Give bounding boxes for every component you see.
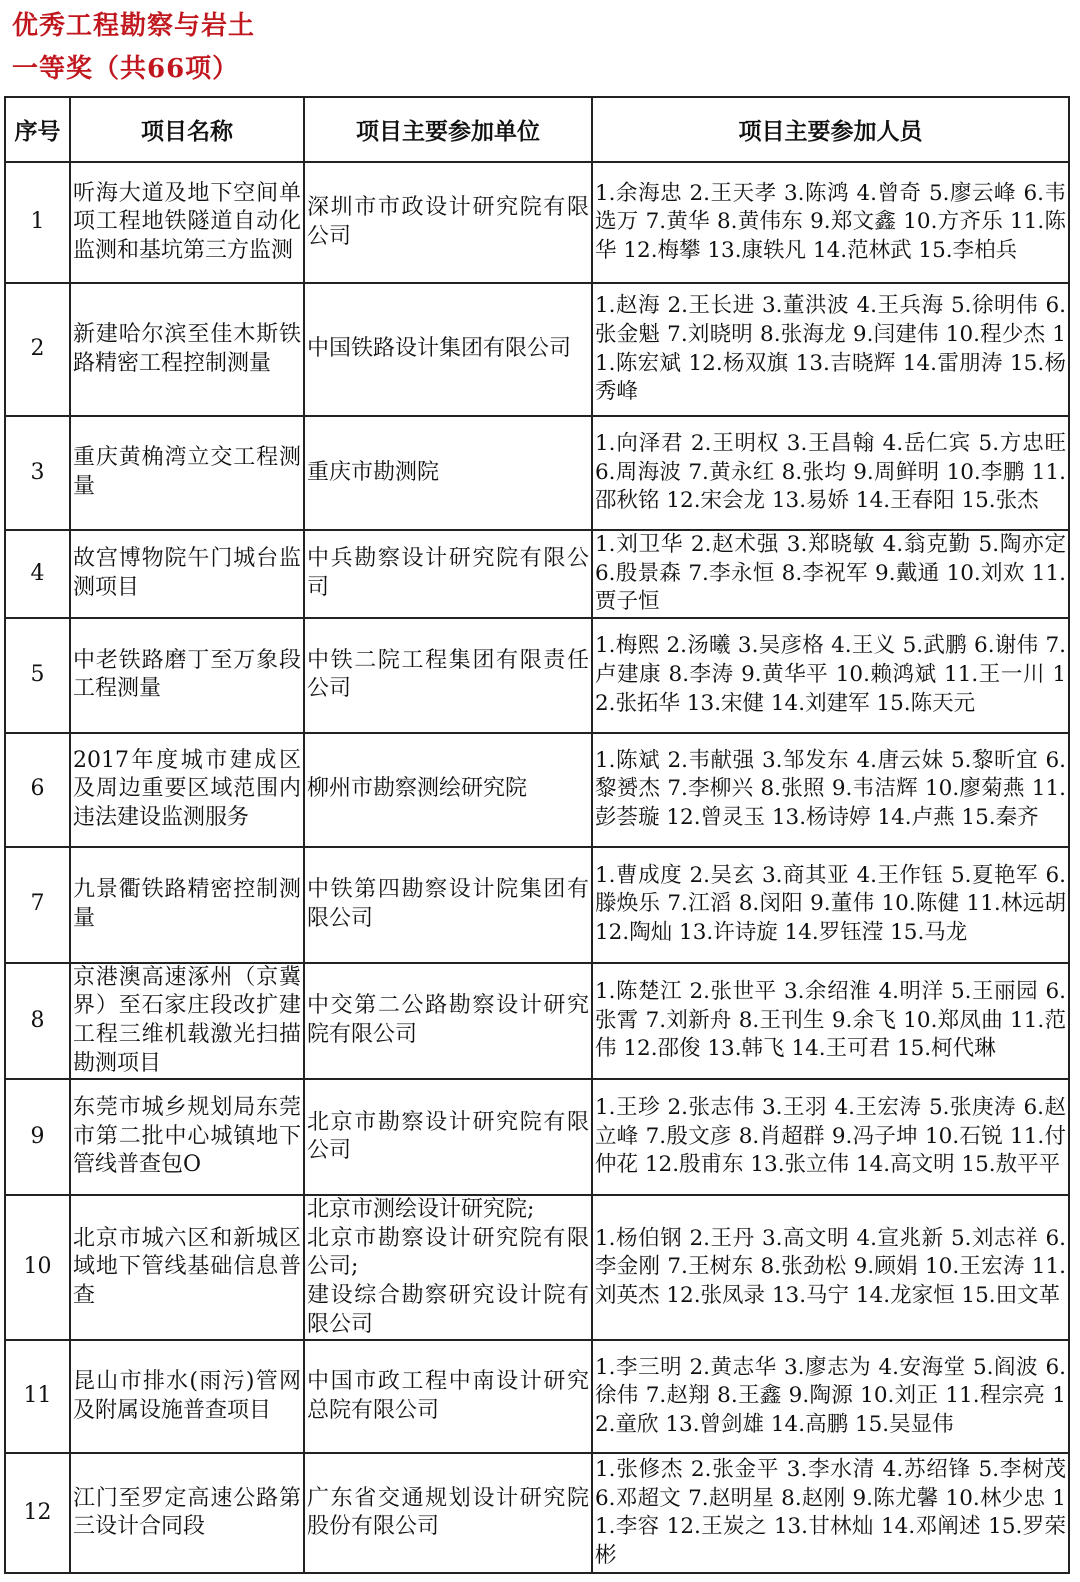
project-name: 中老铁路磨丁至万象段工程测量 bbox=[70, 618, 304, 733]
row-number: 6 bbox=[5, 733, 70, 847]
row-number: 1 bbox=[5, 162, 70, 283]
row-number: 2 bbox=[5, 283, 70, 416]
col-header-number: 序号 bbox=[5, 97, 70, 162]
participating-people: 1.赵海 2.王长进 3.董洪波 4.王兵海 5.徐明伟 6.张金魁 7.刘晓明 8.张海龙 9.闫建伟 10.程少杰 11.陈宏斌 12.杨双旗 13.吉晓辉 14.雷朋涛 15.杨秀峰 bbox=[592, 283, 1069, 416]
row-number: 8 bbox=[5, 963, 70, 1079]
project-name: 听海大道及地下空间单项工程地铁隧道自动化监测和基坑第三方监测 bbox=[70, 162, 304, 283]
col-header-project-name: 项目名称 bbox=[70, 97, 304, 162]
unit-name: 中铁第四勘察设计院集团有限公司 bbox=[307, 877, 589, 931]
table-row bbox=[5, 1079, 1069, 1195]
table-row bbox=[5, 1195, 1069, 1340]
table-row bbox=[5, 733, 1069, 847]
participating-people: 1.曹成度 2.吴玄 3.商其亚 4.王作钰 5.夏艳军 6.滕焕乐 7.江滔 8.闵阳 9.董伟 10.陈健 11.林远胡 12.陶灿 13.许诗旋 14.罗钰滢 15.马龙 bbox=[592, 847, 1069, 963]
row-number: 7 bbox=[5, 847, 70, 963]
header-row bbox=[5, 97, 1069, 162]
row-number: 11 bbox=[5, 1340, 70, 1453]
project-name: 2017年度城市建成区及周边重要区域范围内违法建设监测服务 bbox=[70, 733, 304, 847]
participating-units bbox=[304, 733, 592, 847]
unit-name: 北京市勘察设计研究院有限公司; bbox=[307, 1225, 589, 1280]
participating-people: 1.杨伯钢 2.王丹 3.高文明 4.宣兆新 5.刘志祥 6.李金刚 7.王树东 8.张劲松 9.顾娟 10.王宏涛 11.刘英杰 12.张凤录 13.马宁 14.龙家恒 15.田文革 bbox=[592, 1195, 1069, 1340]
project-name: 东莞市城乡规划局东莞市第二批中心城镇地下管线普查包O bbox=[70, 1079, 304, 1195]
table-row bbox=[5, 618, 1069, 733]
row-number: 5 bbox=[5, 618, 70, 733]
project-name: 新建哈尔滨至佳木斯铁路精密工程控制测量 bbox=[70, 283, 304, 416]
unit-name: 北京市测绘设计研究院; bbox=[307, 1197, 535, 1223]
participating-units bbox=[304, 283, 592, 416]
participating-people: 1.余海忠 2.王天孝 3.陈鸿 4.曾奇 5.廖云峰 6.韦选万 7.黄华 8.黄伟东 9.郑文鑫 10.方齐乐 11.陈华 12.梅攀 13.康轶凡 14.范林武 15.李柏兵 bbox=[592, 162, 1069, 283]
project-name: 北京市城六区和新城区域地下管线基础信息普查 bbox=[70, 1195, 304, 1340]
unit-name: 中国铁路设计集团有限公司 bbox=[307, 336, 572, 362]
awards-table bbox=[4, 96, 1070, 1574]
unit-name: 中国市政工程中南设计研究总院有限公司 bbox=[307, 1369, 589, 1423]
page-title: 优秀工程勘察与岩土 bbox=[12, 11, 256, 41]
table-row bbox=[5, 1340, 1069, 1453]
unit-name: 建设综合勘察研究设计院有限公司 bbox=[307, 1282, 589, 1337]
participating-people: 1.梅熙 2.汤曦 3.吴彦格 4.王义 5.武鹏 6.谢伟 7.卢建康 8.李涛 9.黄华平 10.赖鸿斌 11.王一川 12.张拓华 13.宋健 14.刘建军 15.陈天元 bbox=[592, 618, 1069, 733]
participating-units bbox=[304, 1195, 592, 1340]
project-name: 故宫博物院午门城台监测项目 bbox=[70, 530, 304, 618]
participating-people: 1.陈楚江 2.张世平 3.余绍淮 4.明洋 5.王丽园 6.张霄 7.刘新舟 8.王刊生 9.余飞 10.郑凤曲 11.范伟 12.邵俊 13.韩飞 14.王可君 15.柯代琳 bbox=[592, 963, 1069, 1079]
participating-units bbox=[304, 1453, 592, 1573]
project-name: 九景衢铁路精密控制测量 bbox=[70, 847, 304, 963]
participating-units bbox=[304, 847, 592, 963]
table-row bbox=[5, 847, 1069, 963]
unit-name: 广东省交通规划设计研究院股份有限公司 bbox=[307, 1485, 589, 1540]
participating-units bbox=[304, 1079, 592, 1195]
row-number: 3 bbox=[5, 416, 70, 530]
participating-people: 1.张修杰 2.张金平 3.李水清 4.苏绍锋 5.李树茂 6.邓超文 7.赵明星 8.赵刚 9.陈尤馨 10.林少忠 11.李容 12.王炭之 13.甘林灿 14.邓阐述 15.罗荣彬 bbox=[592, 1453, 1069, 1573]
table-row bbox=[5, 1453, 1069, 1573]
table-row bbox=[5, 530, 1069, 618]
participating-people: 1.王珍 2.张志伟 3.王羽 4.王宏涛 5.张庚涛 6.赵立峰 7.殷文彦 8.肖超群 9.冯子坤 10.石锐 11.付仲花 12.殷甫东 13.张立伟 14.高文明 15.敖平平 bbox=[592, 1079, 1069, 1195]
participating-units bbox=[304, 1340, 592, 1453]
project-name: 江门至罗定高速公路第三设计合同段 bbox=[70, 1453, 304, 1573]
participating-people: 1.陈斌 2.韦献强 3.邹发东 4.唐云妹 5.黎昕宜 6.黎赟杰 7.李柳兴 8.张照 9.韦洁辉 10.廖菊燕 11.彭荟璇 12.曾灵玉 13.杨诗婷 14.卢燕 15.秦齐 bbox=[592, 733, 1069, 847]
unit-name: 重庆市勘测院 bbox=[307, 459, 440, 485]
row-number: 10 bbox=[5, 1195, 70, 1340]
participating-people: 1.李三明 2.黄志华 3.廖志为 4.安海堂 5.阎波 6.徐伟 7.赵翔 8.王鑫 9.陶源 10.刘正 11.程宗亮 12.童欣 13.曾剑雄 14.高鹏 15.吴显伟 bbox=[592, 1340, 1069, 1453]
unit-name: 柳州市勘察测绘研究院 bbox=[307, 776, 528, 802]
unit-name: 深圳市市政设计研究院有限公司 bbox=[307, 194, 589, 249]
col-header-units: 项目主要参加单位 bbox=[304, 97, 592, 162]
participating-units bbox=[304, 416, 592, 530]
participating-people: 1.刘卫华 2.赵术强 3.郑晓敏 4.翁克勤 5.陶亦定 6.殷景森 7.李永恒 8.李祝军 9.戴通 10.刘欢 11.贾子恒 bbox=[592, 530, 1069, 618]
unit-name: 中兵勘察设计研究院有限公司 bbox=[307, 546, 589, 600]
table-row bbox=[5, 963, 1069, 1079]
table-row bbox=[5, 416, 1069, 530]
row-number: 12 bbox=[5, 1453, 70, 1573]
participating-units bbox=[304, 530, 592, 618]
table-row bbox=[5, 283, 1069, 416]
row-number: 4 bbox=[5, 530, 70, 618]
participating-units bbox=[304, 618, 592, 733]
participating-units bbox=[304, 162, 592, 283]
row-number: 9 bbox=[5, 1079, 70, 1195]
unit-name: 中交第二公路勘察设计研究院有限公司 bbox=[307, 993, 589, 1047]
unit-name: 北京市勘察设计研究院有限公司 bbox=[307, 1109, 589, 1164]
table-row bbox=[5, 162, 1069, 283]
col-header-people: 项目主要参加人员 bbox=[592, 97, 1069, 162]
project-name: 昆山市排水(雨污)管网及附属设施普查项目 bbox=[70, 1340, 304, 1453]
project-name: 京港澳高速涿州（京冀界）至石家庄段改扩建工程三维机载激光扫描勘测项目 bbox=[70, 963, 304, 1079]
participating-units bbox=[304, 963, 592, 1079]
award-subtitle: 一等奖（共66项） bbox=[12, 54, 240, 84]
table-body bbox=[5, 162, 1069, 1573]
unit-name: 中铁二院工程集团有限责任公司 bbox=[307, 647, 589, 702]
project-name: 重庆黄桷湾立交工程测量 bbox=[70, 416, 304, 530]
participating-people: 1.向泽君 2.王明权 3.王昌翰 4.岳仁宾 5.方忠旺 6.周海波 7.黄永红 8.张均 9.周鲜明 10.李鹏 11.邵秋铭 12.宋会龙 13.易娇 14.王春阳 15.张杰 bbox=[592, 416, 1069, 530]
